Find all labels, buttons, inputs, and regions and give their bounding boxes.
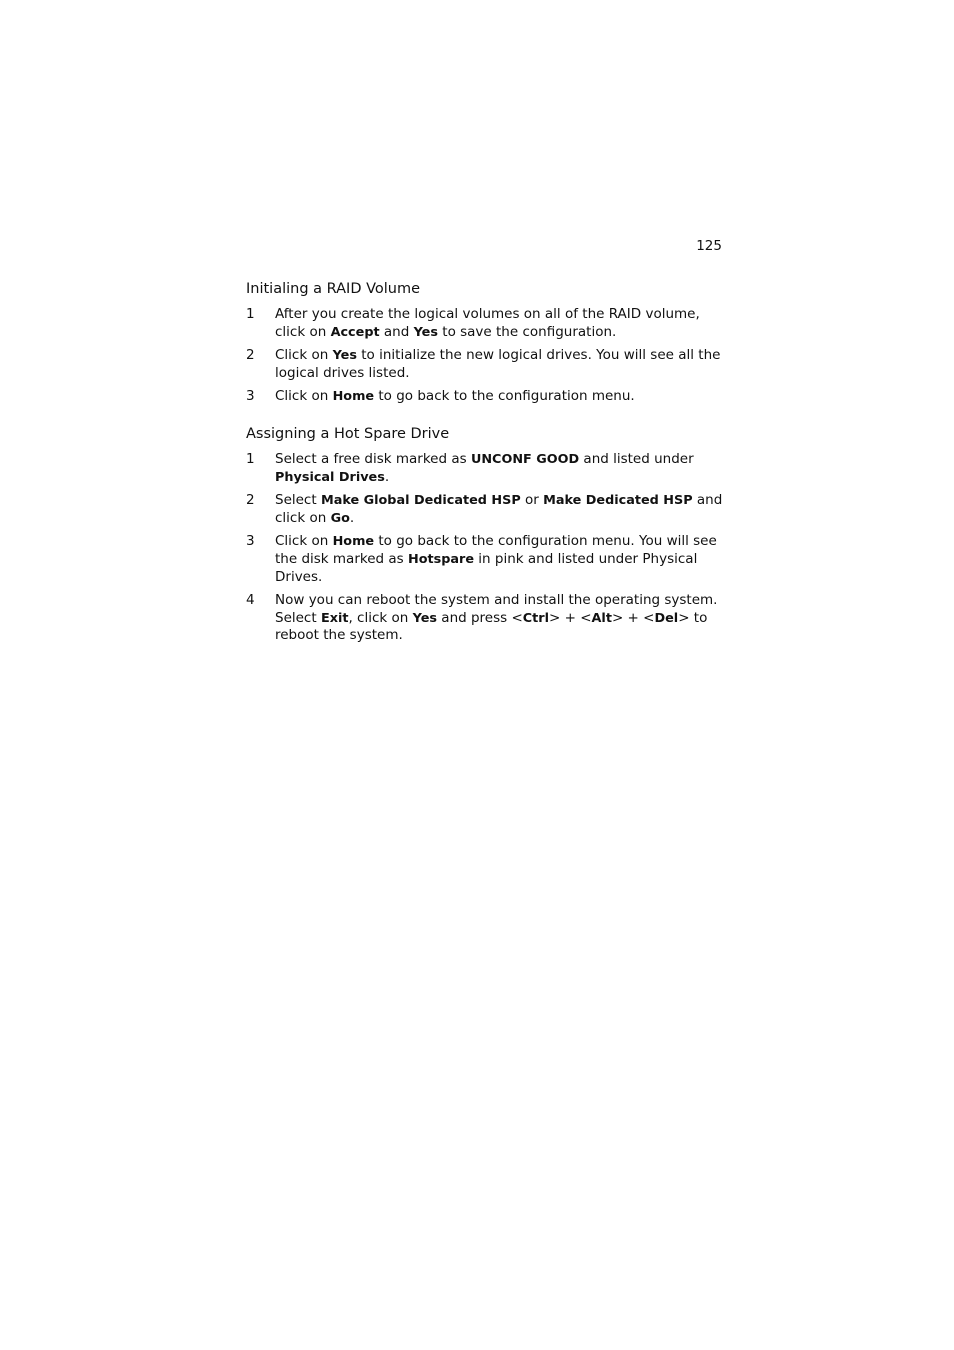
ui-term: Yes: [412, 610, 437, 626]
page-number: 125: [696, 238, 722, 254]
text-run: and press <: [437, 609, 523, 626]
text-run: > to reboot the system.: [275, 609, 708, 644]
text-run: > + <: [611, 609, 655, 626]
text-run: .: [384, 468, 390, 485]
ui-term: Hotspare: [407, 551, 475, 567]
text-run: After you create the logical volumes on all of the RAID volume, click on: [275, 306, 700, 340]
text-run: .: [349, 509, 355, 526]
text-run: > + <: [549, 609, 592, 626]
ui-term: Yes: [413, 324, 438, 340]
text-run: Click on: [275, 388, 333, 405]
section-heading: Initialing a RAID Volume: [246, 281, 421, 297]
text-run: and listed under: [579, 450, 694, 467]
step-number: 1: [246, 450, 255, 467]
ui-term: Exit: [320, 610, 349, 626]
list-item: [246, 388, 726, 406]
text-run: Click on: [275, 347, 333, 364]
ui-term: UNCONF GOOD: [470, 451, 580, 467]
ui-term: Go: [330, 510, 350, 526]
section-heading: Assigning a Hot Spare Drive: [246, 425, 450, 442]
step-text: [275, 451, 726, 486]
text-run: or: [520, 492, 544, 509]
text-run: Select a free disk marked as: [275, 450, 471, 467]
step-text: [275, 347, 726, 382]
step-number: 3: [246, 533, 255, 550]
step-number: 2: [246, 347, 255, 364]
text-run: Now you can reboot the system and install the operating system. Select: [275, 592, 718, 626]
text-run: to go back to the configuration menu. You will see the disk marked as: [275, 533, 717, 567]
step-number: 3: [246, 388, 255, 405]
text-run: to initialize the new logical drives. You will see all the logical drives listed.: [275, 347, 721, 381]
text-run: Click on: [275, 533, 333, 550]
list-item: [246, 451, 726, 486]
text-run: , click on: [348, 609, 413, 626]
step-text: [275, 306, 726, 341]
step-number: 2: [246, 492, 255, 509]
ui-term: Physical Drives: [275, 469, 385, 485]
step-number: 4: [246, 592, 255, 609]
document-body: [246, 279, 726, 651]
text-run: in pink and listed under Physical Drives.: [275, 550, 698, 585]
list-item: [246, 492, 726, 527]
text-run: to save the configuration.: [437, 323, 617, 340]
step-text: [275, 492, 726, 527]
step-number: 1: [246, 306, 255, 322]
ui-term: Del: [654, 610, 679, 626]
list-item: [246, 592, 726, 645]
list-item: [246, 347, 726, 382]
section-assigning-hot-spare-drive: [246, 424, 726, 645]
ui-term: Make Global Dedicated HSP: [320, 493, 521, 509]
text-run: and click on: [275, 492, 723, 526]
ui-term: Home: [332, 534, 375, 550]
step-text: [275, 388, 726, 406]
list-item: [246, 306, 726, 341]
text-run: and: [379, 323, 414, 340]
section-initialing-raid-volume: [246, 279, 726, 406]
ui-term: Alt: [591, 610, 612, 626]
text-run: to go back to the configuration menu.: [374, 388, 635, 405]
step-text: [275, 533, 726, 586]
step-list: [246, 306, 726, 406]
step-text: [275, 592, 726, 645]
text-run: Select: [275, 492, 321, 509]
ui-term: Make Dedicated HSP: [543, 493, 693, 509]
ui-term: Yes: [332, 348, 357, 364]
step-list: [246, 451, 726, 645]
ui-term: Ctrl: [522, 610, 549, 626]
ui-term: Home: [332, 389, 375, 405]
list-item: [246, 533, 726, 586]
ui-term: Accept: [330, 324, 380, 340]
